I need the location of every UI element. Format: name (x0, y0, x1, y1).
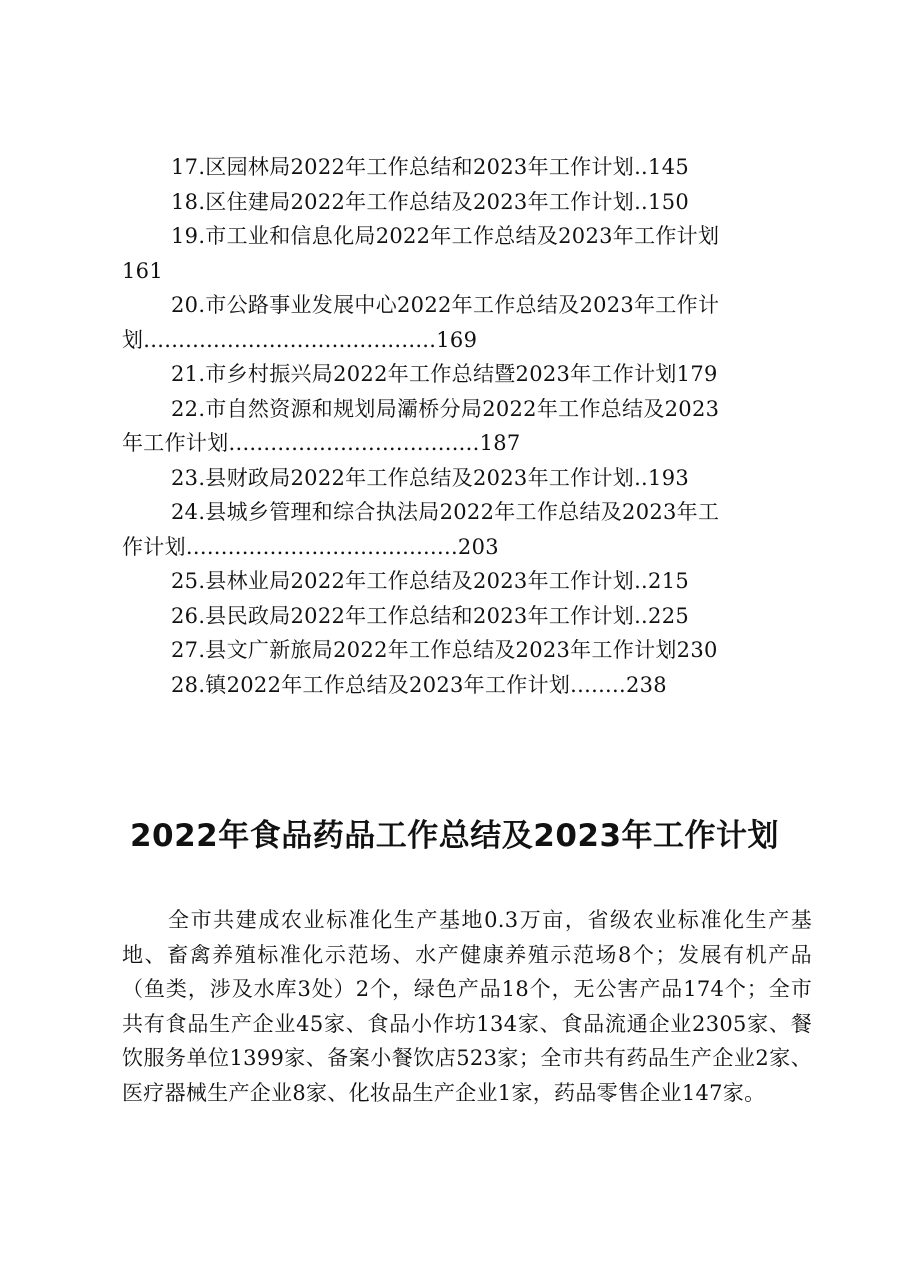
toc-entry-20[interactable] (122, 288, 802, 357)
toc-entry-22[interactable] (122, 392, 802, 461)
body-paragraph: 全市共建成农业标准化生产基地0.3万亩，省级农业标准化生产基地、畜禽养殖标准化示范场、水产健康养殖示范场8个；发展有机产品（鱼类，涉及水库3处）2个，绿色产品18个，无公害产品174个；全市共有食品生产企业45家、食品小作坊134家、食品流通企业2305家、餐饮服务单位1399家、备案小餐饮店523家；全市共有药品生产企业2家、医疗器械生产企业8家、化妆品生产企业1家，药品零售企业147家。 (122, 908, 812, 1105)
toc-entry-text: 27.县文广新旅局2022年工作总结及2023年工作计划230 (171, 638, 718, 662)
toc-entry-19[interactable] (122, 219, 802, 288)
toc-entry-text: 26.县民政局2022年工作总结和2023年工作计划..225 (171, 603, 690, 628)
toc-entry-28[interactable] (122, 668, 802, 703)
toc-entry-21[interactable] (122, 357, 802, 392)
toc-entry-25[interactable] (122, 564, 802, 599)
toc-entry-text: 20.市公路事业发展中心2022年工作总结及2023年工作计 (171, 293, 720, 317)
toc-entry-continuation: 划..........................................169 (122, 327, 478, 352)
toc-entry-text: 23.县财政局2022年工作总结及2023年工作计划..193 (171, 465, 690, 490)
toc-entry-continuation: 作计划.......................................203 (122, 534, 499, 559)
toc-entry-text: 25.县林业局2022年工作总结及2023年工作计划..215 (171, 569, 690, 593)
table-of-contents (122, 150, 802, 702)
toc-entry-text: 21.市乡村振兴局2022年工作总结暨2023年工作计划179 (171, 362, 718, 386)
toc-entry-26[interactable] (122, 599, 802, 634)
toc-entry-27[interactable] (122, 633, 802, 668)
toc-entry-17[interactable] (122, 150, 802, 185)
toc-entry-24[interactable] (122, 495, 802, 564)
toc-entry-text: 18.区住建局2022年工作总结及2023年工作计划..150 (171, 189, 690, 214)
toc-entry-18[interactable] (122, 185, 802, 220)
toc-entry-text: 19.市工业和信息化局2022年工作总结及2023年工作计划 (171, 224, 720, 248)
document-title: 2022年食品药品工作总结及2023年工作计划 (129, 818, 780, 854)
toc-entry-text: 24.县城乡管理和综合执法局2022年工作总结及2023年工 (171, 500, 720, 524)
toc-entry-text: 28.镇2022年工作总结及2023年工作计划........238 (171, 672, 667, 697)
toc-entry-page: 161 (122, 258, 163, 283)
toc-entry-text: 22.市自然资源和规划局灞桥分局2022年工作总结及2023 (171, 396, 720, 421)
toc-entry-continuation: 年工作计划....................................187 (122, 431, 521, 455)
toc-entry-23[interactable] (122, 461, 802, 496)
toc-entry-text: 17.区园林局2022年工作总结和2023年工作计划..145 (171, 155, 690, 179)
